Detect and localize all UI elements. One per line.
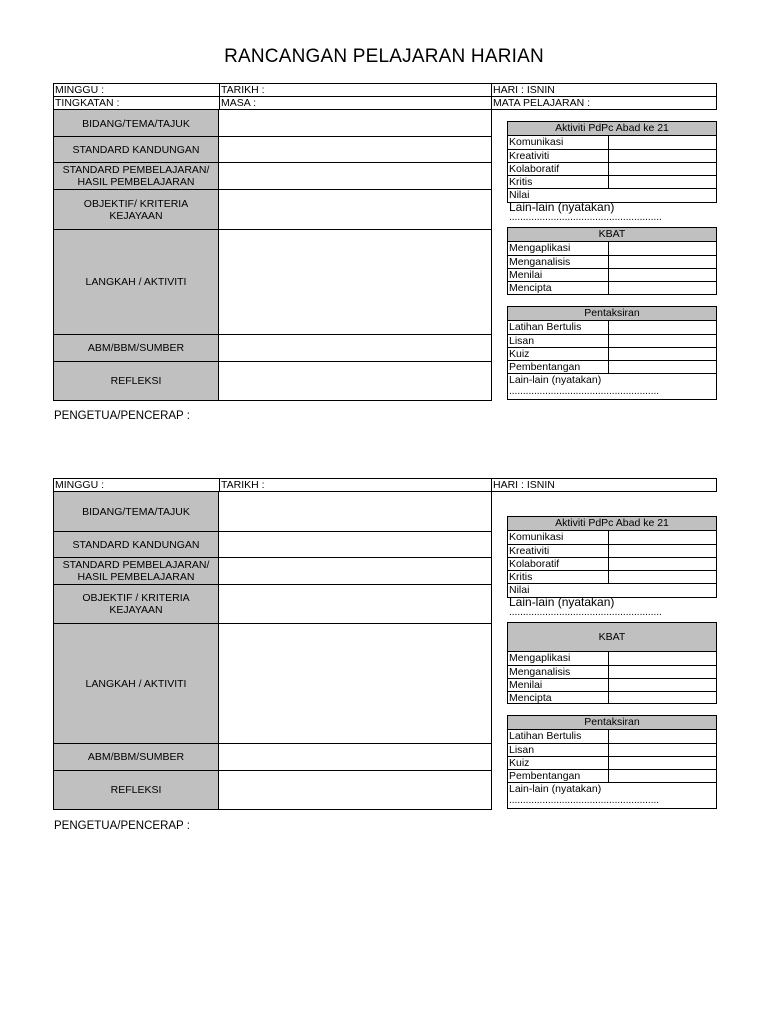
checklist-row[interactable]: Mengaplikasi: [508, 652, 716, 665]
checklist-row[interactable]: Kuiz: [508, 756, 716, 769]
abad21-lain-label: Lain-lain (nyatakan): [509, 595, 615, 609]
checklist-row[interactable]: Kreativiti: [508, 544, 716, 557]
pentaksiran-title: Pentaksiran: [508, 307, 716, 321]
kbat-title: KBAT: [508, 623, 716, 652]
kbat-box-2: [507, 622, 717, 704]
tarikh-field[interactable]: TARIKH :: [221, 84, 265, 96]
checklist-row[interactable]: Mencipta: [508, 281, 716, 294]
tarikh-field[interactable]: TARIKH :: [221, 479, 265, 491]
checklist-row[interactable]: Nilai: [508, 188, 716, 201]
checklist-row[interactable]: Menilai: [508, 268, 716, 281]
label-refleksi: REFLEKSI: [54, 362, 219, 400]
mata-pelajaran-field[interactable]: MATA PELAJARAN :: [493, 97, 591, 109]
lain-lain-row[interactable]: Lain-lain (nyatakan) ......................................................: [508, 782, 716, 808]
checklist-row[interactable]: Kuiz: [508, 347, 716, 360]
checklist-row[interactable]: Latihan Bertulis: [508, 730, 716, 743]
label-standard-pembelajaran: STANDARD PEMBELAJARAN/ HASIL PEMBELAJARAN: [54, 163, 219, 189]
checklist-row[interactable]: Kolaboratif: [508, 557, 716, 570]
abad21-box-2: [507, 516, 717, 598]
abad21-box-1: [507, 121, 717, 203]
checklist-row[interactable]: Lisan: [508, 334, 716, 347]
checklist-row[interactable]: Mencipta: [508, 691, 716, 703]
checklist-row[interactable]: Menilai: [508, 678, 716, 691]
abad21-title: Aktiviti PdPc Abad ke 21: [508, 517, 716, 531]
checklist-row[interactable]: Latihan Bertulis: [508, 321, 716, 334]
hari-field[interactable]: HARI : ISNIN: [493, 84, 555, 96]
pentaksiran-box-1: [507, 306, 717, 400]
checklist-row[interactable]: Pembentangan: [508, 360, 716, 373]
hari-field[interactable]: HARI : ISNIN: [493, 479, 555, 491]
label-standard-pembelajaran: STANDARD PEMBELAJARAN/ HASIL PEMBELAJARAN: [54, 558, 219, 584]
checklist-row[interactable]: Mengaplikasi: [508, 242, 716, 255]
label-refleksi: REFLEKSI: [54, 771, 219, 809]
abad21-lain-dots[interactable]: .......................................................: [509, 607, 662, 618]
minggu-field[interactable]: MINGGU :: [55, 84, 104, 96]
checklist-row[interactable]: Kritis: [508, 175, 716, 188]
label-bidang: BIDANG/TEMA/TAJUK: [54, 110, 219, 137]
pengetua-label-1: PENGETUA/PENCERAP :: [54, 410, 190, 422]
pentaksiran-box-2: [507, 715, 717, 809]
label-abm: ABM/BBM/SUMBER: [54, 335, 219, 361]
checklist-row[interactable]: Kolaboratif: [508, 162, 716, 175]
lesson-table-1: [53, 109, 492, 401]
checklist-row[interactable]: Menganalisis: [508, 665, 716, 678]
masa-field[interactable]: MASA :: [221, 97, 257, 109]
page-title: RANCANGAN PELAJARAN HARIAN: [224, 46, 544, 67]
checklist-row[interactable]: Komunikasi: [508, 136, 716, 149]
label-abm: ABM/BBM/SUMBER: [54, 744, 219, 770]
abad21-lain-label: Lain-lain (nyatakan): [509, 200, 615, 214]
label-standard-kandungan: STANDARD KANDUNGAN: [54, 532, 219, 558]
pentaksiran-title: Pentaksiran: [508, 716, 716, 730]
label-objektif: OBJEKTIF/ KRITERIA KEJAYAAN: [54, 190, 219, 230]
checklist-row[interactable]: Pembentangan: [508, 769, 716, 782]
label-objektif: OBJEKTIF / KRITERIA KEJAYAAN: [54, 585, 219, 623]
tingkatan-field[interactable]: TINGKATAN :: [55, 97, 120, 109]
pengetua-label-2: PENGETUA/PENCERAP :: [54, 820, 190, 832]
checklist-row[interactable]: Lisan: [508, 743, 716, 756]
abad21-lain-dots[interactable]: .......................................................: [509, 212, 662, 223]
checklist-row[interactable]: Nilai: [508, 583, 716, 596]
header-table-1: [53, 83, 717, 110]
checklist-row[interactable]: Menganalisis: [508, 255, 716, 268]
lesson-table-2: [53, 491, 492, 810]
kbat-box-1: [507, 227, 717, 295]
checklist-row[interactable]: Komunikasi: [508, 531, 716, 544]
label-bidang: BIDANG/TEMA/TAJUK: [54, 492, 219, 532]
header-table-2: [53, 478, 717, 492]
label-standard-kandungan: STANDARD KANDUNGAN: [54, 137, 219, 162]
checklist-row[interactable]: Kreativiti: [508, 149, 716, 162]
kbat-title: KBAT: [508, 228, 716, 242]
label-langkah-aktiviti: LANGKAH / AKTIVITI: [54, 230, 219, 334]
label-langkah-aktiviti: LANGKAH / AKTIVITI: [54, 624, 219, 743]
lain-lain-row[interactable]: Lain-lain (nyatakan) ......................................................: [508, 373, 716, 399]
abad21-title: Aktiviti PdPc Abad ke 21: [508, 122, 716, 136]
minggu-field[interactable]: MINGGU :: [55, 479, 104, 491]
checklist-row[interactable]: Kritis: [508, 570, 716, 583]
